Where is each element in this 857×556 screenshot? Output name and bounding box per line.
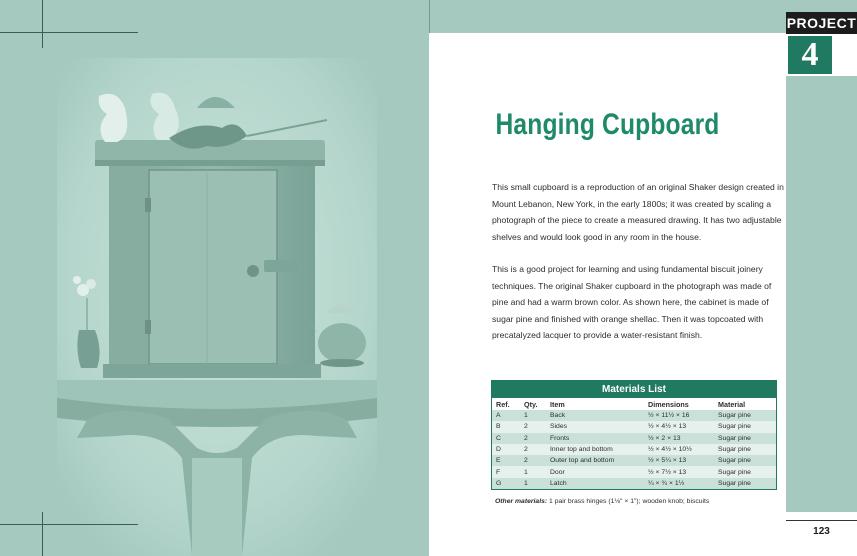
- cell-dimensions: ½ × 5¼ × 13: [644, 455, 714, 466]
- cell-qty: 1: [520, 466, 546, 477]
- materials-table: [492, 398, 776, 489]
- cell-item: Door: [546, 466, 644, 477]
- cell-ref: F: [492, 466, 520, 477]
- table-row: [492, 421, 776, 432]
- cell-dimensions: ¼ × ¾ × 1½: [644, 478, 714, 489]
- header-qty: Qty.: [520, 398, 546, 410]
- cell-dimensions: ½ × 7½ × 13: [644, 466, 714, 477]
- cell-qty: 1: [520, 478, 546, 489]
- cell-ref: C: [492, 433, 520, 444]
- cell-material: Sugar pine: [714, 444, 776, 455]
- cell-dimensions: ½ × 2 × 13: [644, 433, 714, 444]
- cell-qty: 2: [520, 444, 546, 455]
- cell-material: Sugar pine: [714, 421, 776, 432]
- materials-list-title: Materials List: [492, 381, 776, 398]
- crop-mark: [42, 0, 43, 48]
- cell-item: Fronts: [546, 433, 644, 444]
- crop-mark: [0, 32, 138, 33]
- cell-item: Outer top and bottom: [546, 455, 644, 466]
- cell-material: Sugar pine: [714, 433, 776, 444]
- cell-material: Sugar pine: [714, 478, 776, 489]
- cell-qty: 2: [520, 455, 546, 466]
- cell-material: Sugar pine: [714, 466, 776, 477]
- cell-item: Inner top and bottom: [546, 444, 644, 455]
- other-materials-label: Other materials:: [495, 498, 548, 505]
- header-item: Item: [546, 398, 644, 410]
- cell-item: Sides: [546, 421, 644, 432]
- side-strip: [786, 76, 857, 512]
- cell-ref: G: [492, 478, 520, 489]
- table-row: [492, 444, 776, 455]
- header-material: Material: [714, 398, 776, 410]
- cell-ref: B: [492, 421, 520, 432]
- cell-material: Sugar pine: [714, 455, 776, 466]
- cell-qty: 2: [520, 421, 546, 432]
- table-row: [492, 478, 776, 489]
- other-materials: [495, 498, 785, 505]
- header-band: [429, 0, 786, 33]
- page-title: Hanging Cupboard: [495, 108, 720, 141]
- cell-ref: E: [492, 455, 520, 466]
- project-label: PROJECT: [786, 12, 857, 34]
- table-row: [492, 466, 776, 477]
- cell-qty: 2: [520, 433, 546, 444]
- cell-qty: 1: [520, 410, 546, 421]
- table-row: [492, 433, 776, 444]
- header-ref: Ref.: [492, 398, 520, 410]
- table-header-row: [492, 398, 776, 410]
- other-materials-text: 1 pair brass hinges (1⅛" × 1"); wooden knob; biscuits: [549, 498, 710, 505]
- joinery-paragraph: This is a good project for learning and using fundamental biscuit joinery techniques. The original Shaker cupboard in the photograph was made of pine and had a warm brown color. As shown here, the cabinet is made of sugar pine and finished with orange shellac. Then it was topcoated with precatalyzed lacquer to provide a water-resistant finish.: [492, 264, 772, 340]
- cell-dimensions: ½ × 4½ × 13: [644, 421, 714, 432]
- intro-paragraph: This small cupboard is a reproduction of an original Shaker design created in Mount Lebanon, New York, in the early 1800s; it was created by scaling a photograph of the piece to create a measured drawing. It has two adjustable shelves and would look good in any room in the house.: [492, 182, 784, 242]
- cell-material: Sugar pine: [714, 410, 776, 421]
- cell-item: Latch: [546, 478, 644, 489]
- cell-ref: D: [492, 444, 520, 455]
- crop-mark: [0, 524, 138, 525]
- project-number: 4: [786, 34, 834, 76]
- crop-mark: [42, 512, 43, 556]
- table-row: [492, 410, 776, 421]
- cell-item: Back: [546, 410, 644, 421]
- cell-dimensions: ½ × 11½ × 16: [644, 410, 714, 421]
- header-dimensions: Dimensions: [644, 398, 714, 410]
- materials-list: [491, 380, 777, 490]
- cell-dimensions: ½ × 4½ × 10½: [644, 444, 714, 455]
- cupboard-photo: [57, 58, 377, 556]
- table-row: [492, 455, 776, 466]
- cell-ref: A: [492, 410, 520, 421]
- page-number: 123: [786, 520, 857, 542]
